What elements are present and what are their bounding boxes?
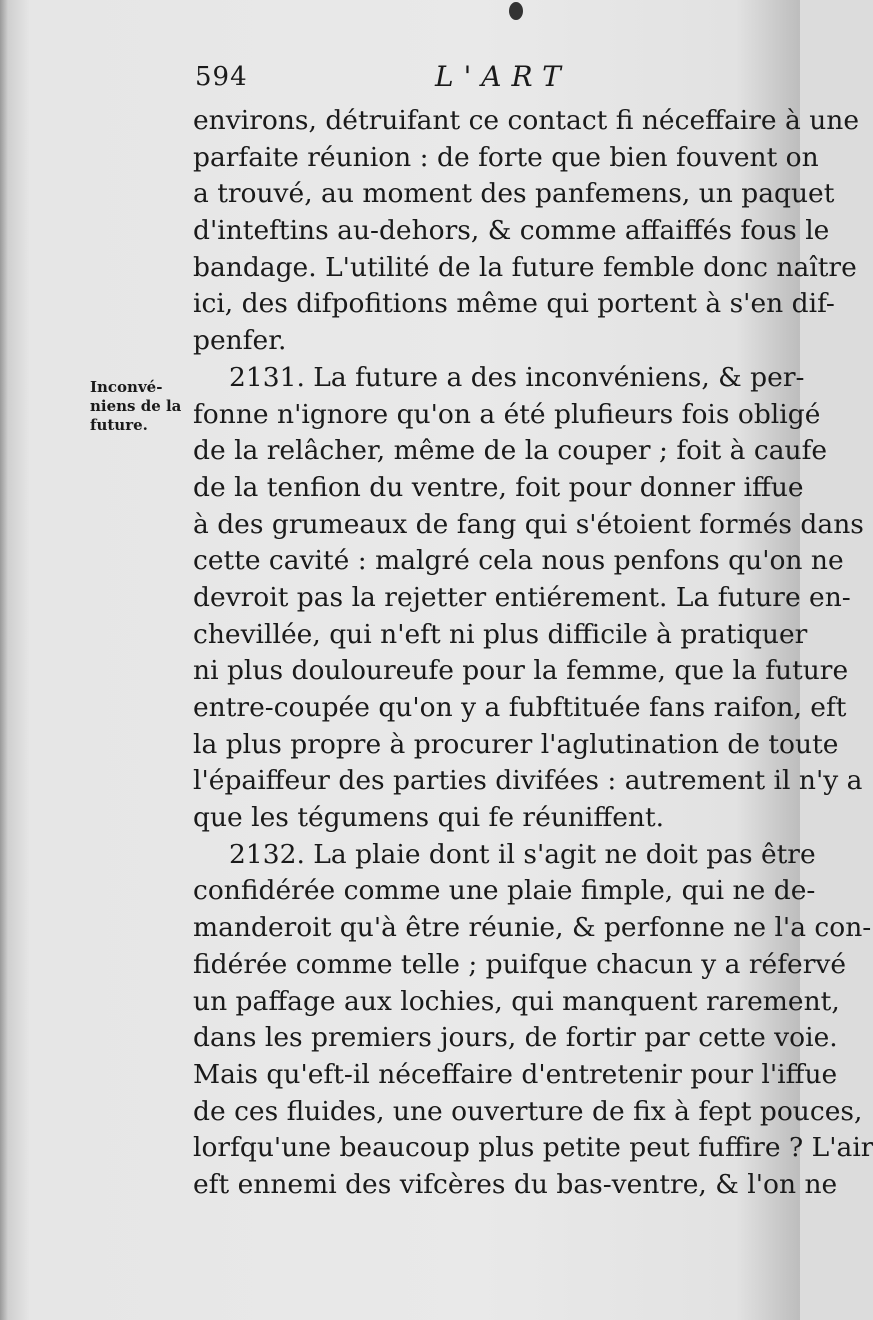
text-line: lorfqu'une beaucoup plus petite peut fuffire ? L'air bbox=[193, 1132, 873, 1164]
text-line: de la tenfion du ventre, foit pour donner iffue bbox=[193, 471, 804, 503]
text-line: dans les premiers jours, de fortir par cette voie. bbox=[193, 1022, 838, 1054]
paragraph-2132-start: 2132. La plaie dont il s'agit ne doit pas être bbox=[229, 838, 816, 870]
text-line: que les tégumens qui fe réuniffent. bbox=[193, 802, 665, 834]
text-line: de la relâcher, même de la couper ; foit à caufe bbox=[193, 435, 828, 467]
text-line: un paffage aux lochies, qui manquent rarement, bbox=[193, 985, 840, 1017]
page-number: 594 bbox=[195, 62, 248, 92]
text-line: bandage. L'utilité de la future femble donc naître bbox=[193, 251, 857, 283]
text-line: confidérée comme une plaie fimple, qui ne de- bbox=[193, 875, 816, 907]
paragraph-2131-start: 2131. La future a des inconvéniens, & per- bbox=[229, 361, 805, 393]
text-line: fonne n'ignore qu'on a été plufieurs fois obligé bbox=[193, 398, 821, 430]
text-line: fidérée comme telle ; puifque chacun y a réfervé bbox=[193, 948, 847, 980]
text-line: ici, des difpofitions même qui portent à s'en dif- bbox=[193, 288, 835, 320]
text-line: chevillée, qui n'eft ni plus difficile à pratiquer bbox=[193, 618, 808, 650]
text-line: la plus propre à procurer l'aglutination de toute bbox=[193, 728, 839, 760]
margin-note-line: niens de la bbox=[90, 397, 182, 415]
margin-note-line: future. bbox=[90, 416, 148, 434]
text-line: entre-coupée qu'on y a fubftituée fans raifon, eft bbox=[193, 692, 847, 723]
text-line: devroit pas la rejetter entiérement. La future en- bbox=[193, 581, 851, 613]
text-line: Mais qu'eft-il néceffaire d'entretenir pour l'iffue bbox=[193, 1058, 838, 1090]
text-line: d'inteftins au-dehors, & comme affaiffés fous le bbox=[193, 215, 830, 247]
text-line: de ces fluides, une ouverture de fix à fept pouces, bbox=[193, 1095, 863, 1127]
page-header bbox=[195, 60, 755, 100]
margin-note bbox=[90, 378, 190, 435]
margin-note-line: Inconvé- bbox=[90, 378, 163, 396]
text-line: à des grumeaux de fang qui s'étoient formés dans bbox=[193, 508, 864, 540]
running-head: L'ART bbox=[435, 60, 571, 93]
text-line: a trouvé, au moment des panfemens, un paquet bbox=[193, 178, 835, 210]
text-line: manderoit qu'à être réunie, & perfonne ne l'a con- bbox=[193, 912, 872, 944]
text-line: ni plus douloureufe pour la femme, que la future bbox=[193, 655, 849, 687]
text-line: penfer. bbox=[193, 325, 287, 357]
text-line: cette cavité : malgré cela nous penfons qu'on ne bbox=[193, 545, 844, 577]
ink-spot bbox=[509, 2, 523, 20]
body-text bbox=[193, 103, 873, 1204]
text-line: l'épaiffeur des parties divifées : autrement il n'y a bbox=[193, 765, 863, 797]
text-line: parfaite réunion : de forte que bien fouvent on bbox=[193, 141, 819, 173]
text-line: eft ennemi des vifcères du bas-ventre, & l'on ne bbox=[193, 1168, 838, 1200]
text-line: environs, détruifant ce contact fi néceffaire à une bbox=[193, 105, 860, 136]
